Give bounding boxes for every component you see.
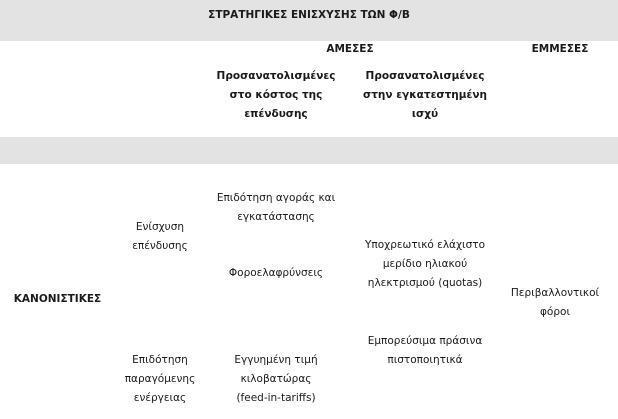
row-group-regulatory: ΚΑΝΟΝΙΣΤΙΚΕΣ: [13, 293, 102, 305]
cell-tax-relief: Φοροελαφρύνσεις: [228, 267, 324, 279]
cell-purchase-subsidy: Επιδότηση αγοράς και εγκατάστασης: [216, 192, 336, 223]
header-cost-oriented: Προσανατολισμένες στο κόστος της επένδυσης: [216, 70, 336, 120]
cell-green-certificates: Εμπορεύσιμα πράσινα πιστοποιητικά: [367, 335, 483, 366]
table-title: ΣΤΡΑΤΗΓΙΚΕΣ ΕΝΙΣΧΥΣΗΣ ΤΩΝ Φ/Β: [208, 9, 410, 21]
header-indirect: ΕΜΜΕΣΕΣ: [531, 43, 589, 55]
header-power-oriented: Προσανατολισμένες στην εγκατεστημένη ισχύ: [363, 70, 487, 120]
header-direct: ΑΜΕΣΕΣ: [326, 43, 374, 55]
cell-feed-in-tariffs: Εγγυημένη τιμή κιλοβατώρας (feed-in-tariffs): [234, 354, 318, 404]
cell-environmental-taxes: Περιβαλλοντικοί φόροι: [510, 287, 600, 318]
row-production-subsidy: Επιδότηση παραγόμενης ενέργειας: [124, 354, 196, 404]
row-investment-support: Ενίσχυση επένδυσης: [132, 221, 188, 252]
cell-quotas: Υποχρεωτικό ελάχιστο μερίδιο ηλιακού ηλεκτρισμού (quotas): [364, 239, 485, 289]
separator-band: [0, 137, 618, 164]
